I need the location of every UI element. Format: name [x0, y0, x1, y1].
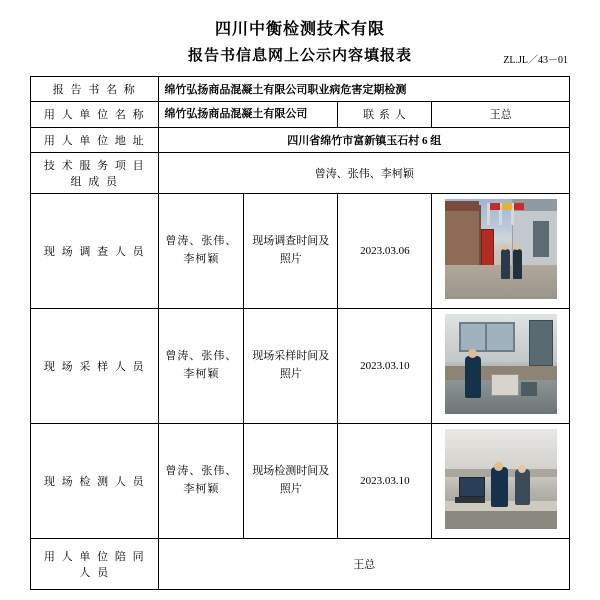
row-label-site-sampling: 现 场 采 样 人 员 — [31, 308, 159, 423]
row-value-team-members: 曾涛、张伟、李柯颖 — [159, 152, 570, 193]
page-title: 报告书信息网上公示内容填报表 — [187, 48, 412, 64]
table-row — [31, 152, 570, 193]
report-info-table — [30, 76, 570, 590]
row-desc-site-testing: 现场检测时间及照片 — [244, 423, 338, 538]
site-testing-photo — [445, 429, 557, 529]
row-label-employer-name: 用 人 单 位 名 称 — [31, 102, 159, 128]
row-label-contact-person: 联 系 人 — [338, 102, 432, 128]
site-sampling-photo — [445, 314, 557, 414]
row-label-accompanying-person: 用 人 单 位 陪 同 人 员 — [31, 538, 159, 589]
table-row — [31, 308, 570, 423]
row-date-site-sampling: 2023.03.10 — [338, 308, 432, 423]
table-row — [31, 102, 570, 128]
row-value-accompanying-person: 王总 — [159, 538, 570, 589]
row-photo-site-sampling — [432, 308, 570, 423]
document-header — [30, 18, 570, 68]
row-names-site-investigation: 曾涛、张伟、李柯颖 — [159, 193, 244, 308]
row-date-site-testing: 2023.03.10 — [338, 423, 432, 538]
row-names-site-testing: 曾涛、张伟、李柯颖 — [159, 423, 244, 538]
row-label-employer-address: 用 人 单 位 地 址 — [31, 127, 159, 152]
row-value-contact-person: 王总 — [432, 102, 570, 128]
table-row — [31, 423, 570, 538]
row-label-team-members: 技 术 服 务 项 目 组 成 员 — [31, 152, 159, 193]
table-row — [31, 77, 570, 102]
row-desc-site-sampling: 现场采样时间及照片 — [244, 308, 338, 423]
row-value-report-name: 绵竹弘扬商品混凝土有限公司职业病危害定期检测 — [159, 77, 570, 102]
row-value-employer-name: 绵竹弘扬商品混凝土有限公司 — [159, 102, 338, 128]
table-row — [31, 538, 570, 589]
row-photo-site-testing — [432, 423, 570, 538]
row-names-site-sampling: 曾涛、张伟、李柯颖 — [159, 308, 244, 423]
table-row — [31, 127, 570, 152]
document-code: ZL.JL／43－01 — [503, 55, 568, 66]
row-label-report-name: 报 告 书 名 称 — [31, 77, 159, 102]
row-label-site-testing: 现 场 检 测 人 员 — [31, 423, 159, 538]
row-label-site-investigation: 现 场 调 查 人 员 — [31, 193, 159, 308]
row-date-site-investigation: 2023.03.06 — [338, 193, 432, 308]
company-title: 四川中衡检测技术有限 — [214, 21, 385, 38]
row-desc-site-investigation: 现场调查时间及照片 — [244, 193, 338, 308]
site-investigation-photo — [445, 199, 557, 299]
table-row — [31, 193, 570, 308]
row-photo-site-investigation — [432, 193, 570, 308]
row-value-employer-address: 四川省绵竹市富新镇玉石村 6 组 — [159, 127, 570, 152]
